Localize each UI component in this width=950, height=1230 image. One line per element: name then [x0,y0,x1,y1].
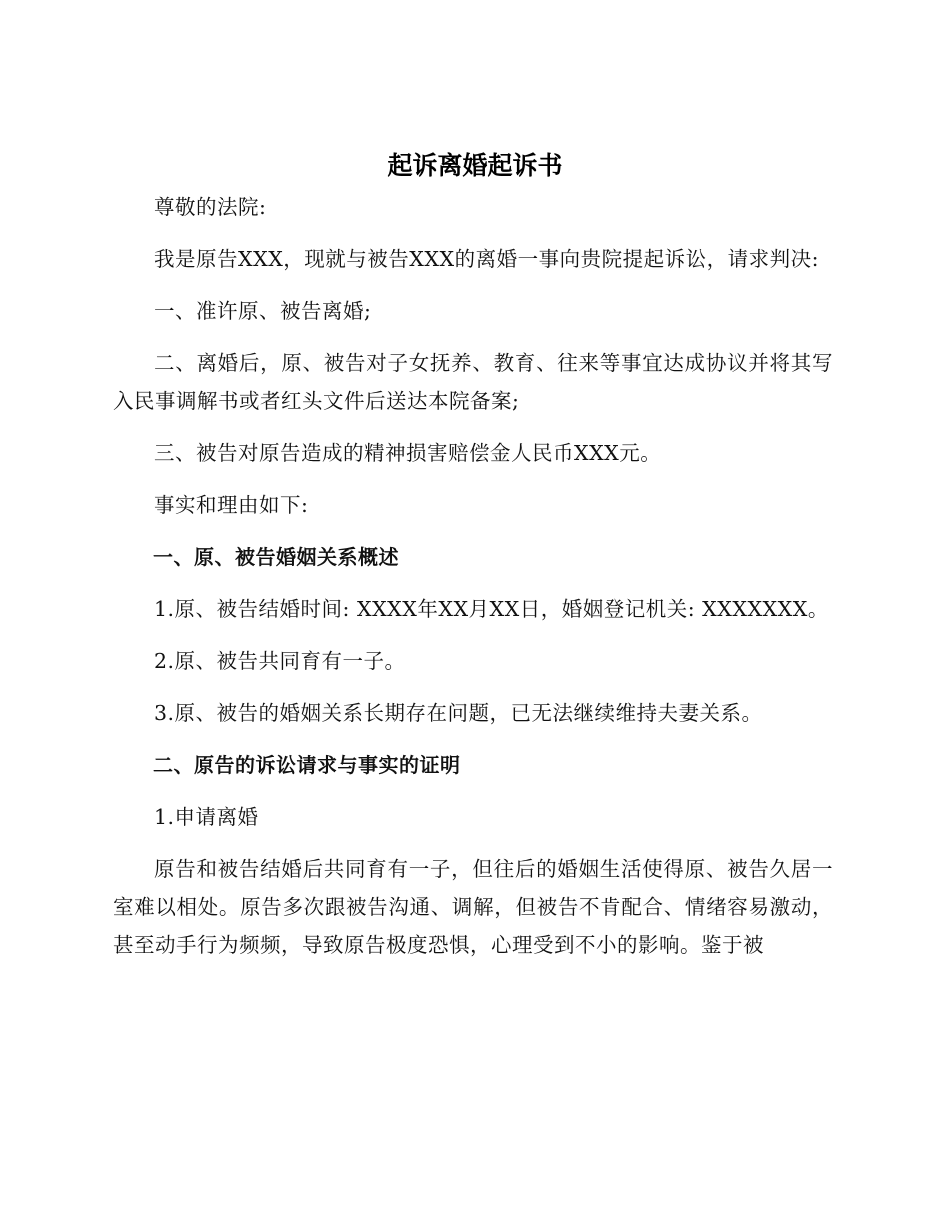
fact-item: 3.原、被告的婚姻关系长期存在问题，已无法继续维持夫妻关系。 [154,701,763,725]
facts-intro: 事实和理由如下: [154,493,309,517]
claim-item: 一、准许原、被告离婚; [154,299,372,323]
sub-heading: 1.申请离婚 [154,805,259,829]
claim-item: 三、被告对原告造成的精神损害赔偿金人民币XXX元。 [154,441,662,465]
document-body [113,188,833,978]
body-paragraph: 原告和被告结婚后共同育有一子，但往后的婚姻生活使得原、被告久居一室难以相处。原告多次跟被告沟通、调解，但被告不肯配合、情绪容易激动，甚至动手行为频频，导致原告极度恐惧，心理受到不小的影响。鉴于被 [113,857,833,957]
fact-item: 2.原、被告共同育有一子。 [154,649,406,673]
document-title: 起诉离婚起诉书 [387,151,563,180]
section-heading: 二、原告的诉讼请求与事实的证明 [153,753,461,777]
salutation: 尊敬的法院: [154,195,267,219]
intro-paragraph: 我是原告XXX，现就与被告XXX的离婚一事向贵院提起诉讼，请求判决: [154,247,819,271]
fact-item: 1.原、被告结婚时间: XXXX年XX月XX日，婚姻登记机关: XXXXXXX。 [154,597,829,621]
section-heading: 一、原、被告婚姻关系概述 [153,545,399,569]
claim-item: 二、离婚后，原、被告对子女抚养、教育、往来等事宜达成协议并将其写入民事调解书或者红头文件后送达本院备案; [113,351,833,413]
